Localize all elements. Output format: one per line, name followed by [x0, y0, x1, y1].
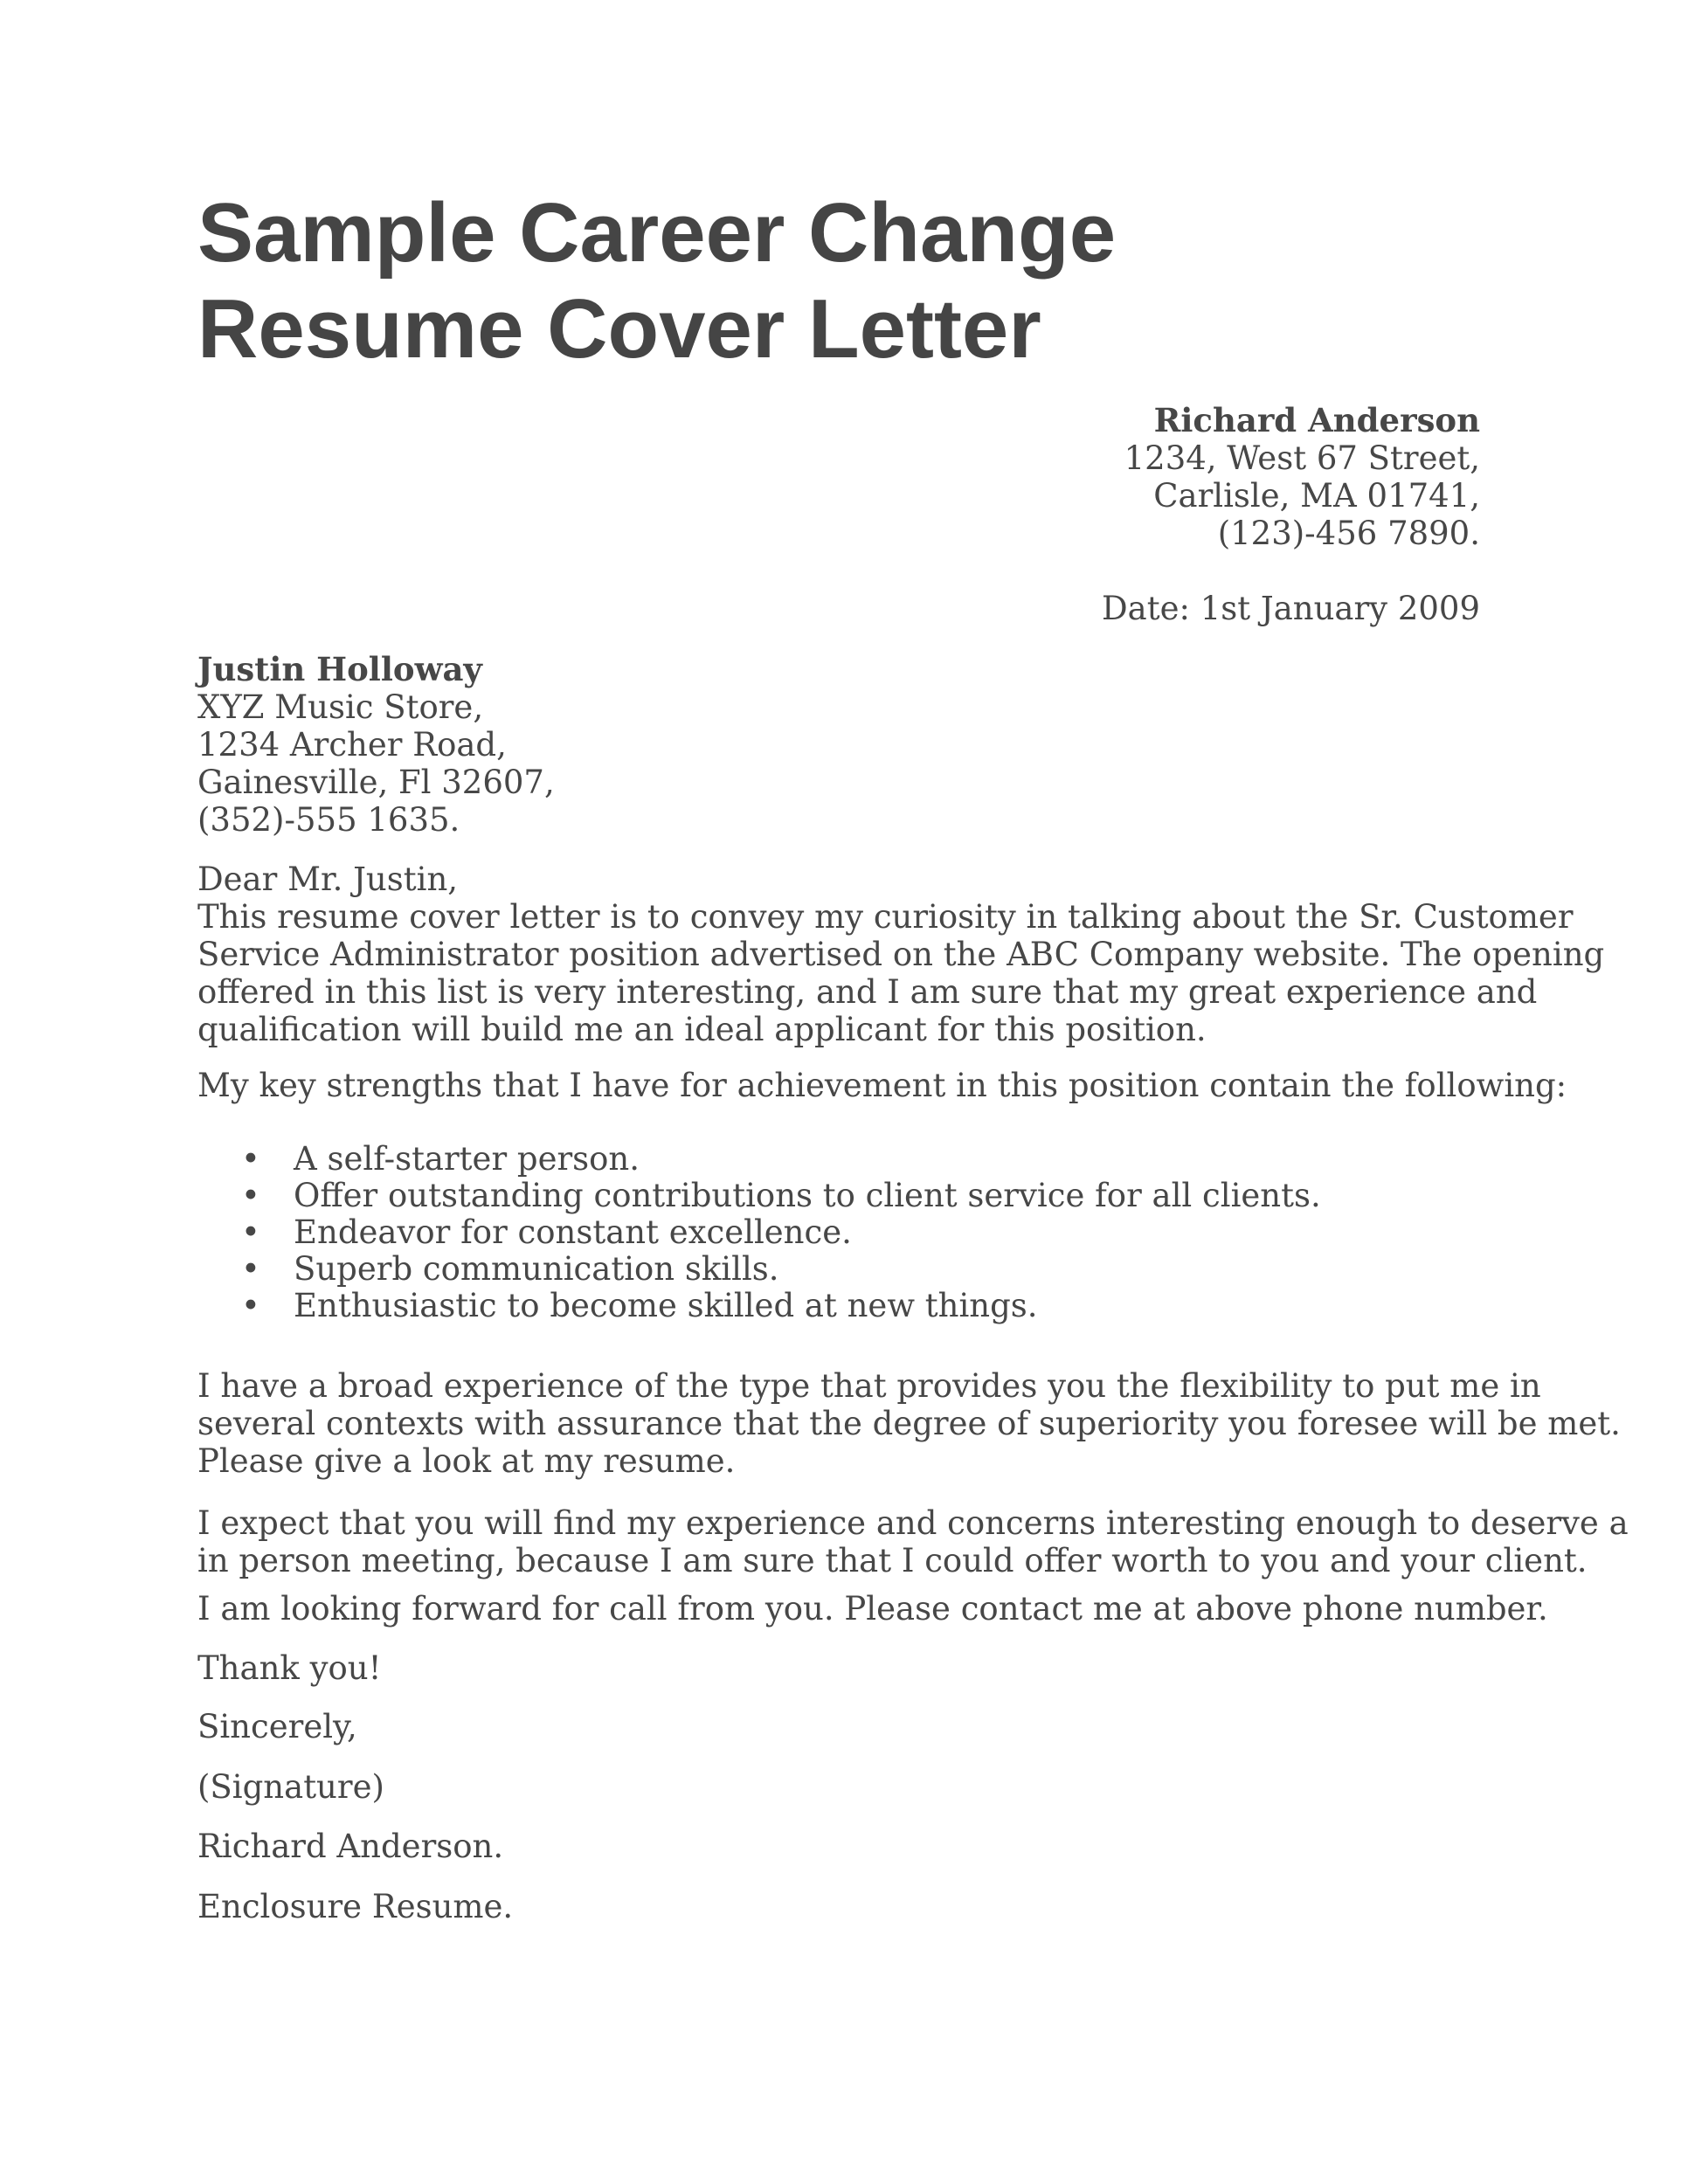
list-item	[241, 1251, 1321, 1288]
sender-address-line: 1234, West 67 Street,	[1124, 439, 1480, 477]
list-item-text: Endeavor for constant excellence.	[294, 1213, 852, 1251]
recipient-phone: (352)-555 1635.	[197, 801, 460, 839]
strengths-intro: My key strengths that I have for achievement in this position contain the following:	[197, 1067, 1567, 1104]
intro-paragraph	[197, 898, 1604, 1048]
strengths-list	[241, 1141, 1321, 1324]
list-item-text: Superb communication skills.	[294, 1250, 779, 1288]
bullet-icon: •	[241, 1250, 260, 1288]
recipient-address-line: Gainesville, Fl 32607,	[197, 764, 555, 801]
closing-line: Sincerely,	[197, 1708, 357, 1745]
contact-paragraph: I am looking forward for call from you. Please contact me at above phone number.	[197, 1590, 1548, 1628]
paragraph-line: qualification will build me an ideal applicant for this position.	[197, 1011, 1207, 1048]
list-item-text: Enthusiastic to become skilled at new things.	[294, 1287, 1038, 1324]
sender-name: Richard Anderson	[1153, 401, 1480, 439]
paragraph-line: Please give a look at my resume.	[197, 1442, 736, 1480]
recipient-name: Justin Holloway	[197, 650, 482, 688]
letter-date: Date: 1st January 2009	[1102, 590, 1480, 627]
title-line: Resume Cover Letter	[197, 282, 1041, 376]
experience-paragraph	[197, 1367, 1621, 1480]
recipient-address-line: XYZ Music Store,	[197, 688, 484, 726]
document-title	[197, 185, 1116, 377]
title-line: Sample Career Change	[197, 186, 1117, 280]
sender-address-line: Carlisle, MA 01741,	[1153, 477, 1480, 515]
salutation: Dear Mr. Justin,	[197, 860, 459, 898]
signature-placeholder: (Signature)	[197, 1768, 384, 1806]
paragraph-line: This resume cover letter is to convey my curiosity in talking about the Sr. Customer	[197, 898, 1574, 936]
thanks-line: Thank you!	[197, 1649, 382, 1687]
list-item-text: Offer outstanding contributions to client service for all clients.	[294, 1177, 1321, 1214]
list-item	[241, 1178, 1321, 1214]
list-item	[241, 1288, 1321, 1324]
sender-phone: (123)-456 7890.	[1217, 515, 1480, 552]
bullet-icon: •	[241, 1213, 260, 1251]
sender-block	[1124, 402, 1480, 552]
paragraph-line: in person meeting, because I am sure that I could offer worth to you and your client.	[197, 1542, 1588, 1579]
bullet-icon: •	[241, 1177, 260, 1214]
list-item	[241, 1214, 1321, 1251]
paragraph-line: I expect that you will find my experience and concerns interesting enough to deserve a	[197, 1504, 1629, 1542]
bullet-icon: •	[241, 1287, 260, 1324]
recipient-block	[197, 651, 555, 839]
paragraph-line: I have a broad experience of the type that provides you the flexibility to put me in	[197, 1367, 1541, 1405]
recipient-address-line: 1234 Archer Road,	[197, 726, 507, 764]
enclosure-note: Enclosure Resume.	[197, 1888, 514, 1925]
list-item	[241, 1141, 1321, 1178]
paragraph-line: offered in this list is very interesting, and I am sure that my great experience and	[197, 973, 1538, 1011]
paragraph-line: several contexts with assurance that the degree of superiority you foresee will be met.	[197, 1405, 1621, 1442]
expectation-paragraph	[197, 1504, 1629, 1579]
bullet-icon: •	[241, 1140, 260, 1178]
list-item-text: A self-starter person.	[294, 1140, 640, 1178]
paragraph-line: Service Administrator position advertised on the ABC Company website. The opening	[197, 936, 1605, 973]
signoff-name: Richard Anderson.	[197, 1828, 504, 1865]
